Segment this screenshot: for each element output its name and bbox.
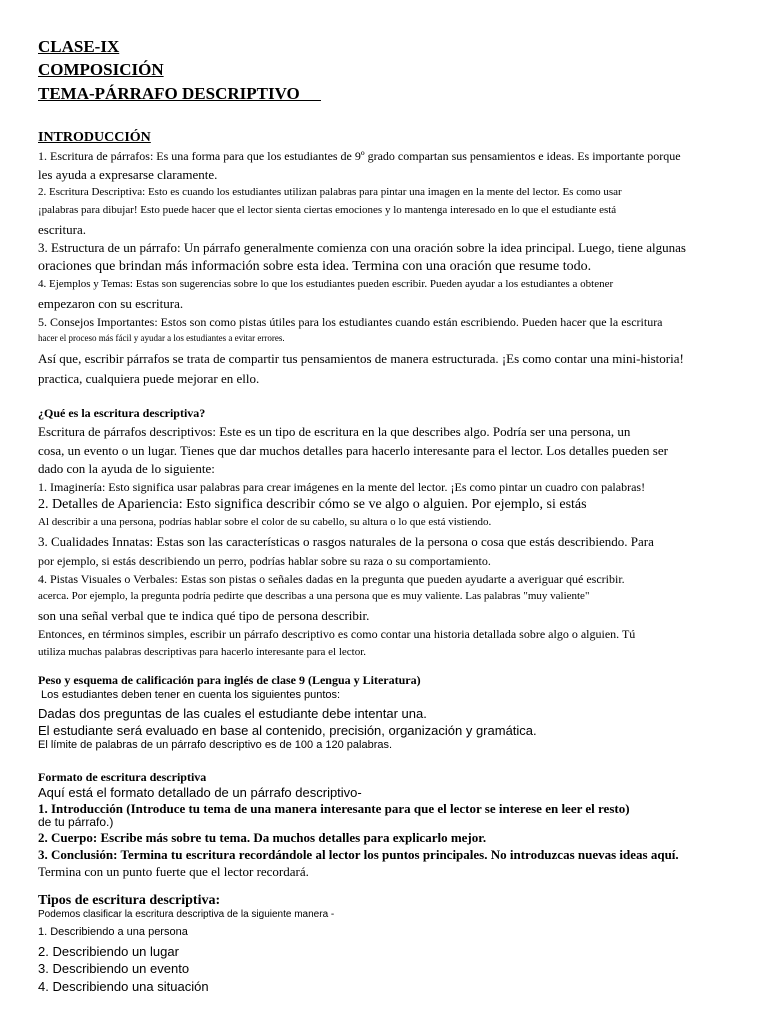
format-line: de tu párrafo.) xyxy=(38,815,114,829)
intro-line: escritura. xyxy=(38,222,87,237)
intro-line: hacer el proceso más fácil y ayudar a los estudiantes a evitar errores. xyxy=(38,333,285,343)
format-line: 2. Cuerpo: Escribe más sobre tu tema. Da muchos detalles para explicarlo mejor. xyxy=(38,830,487,845)
format-line: Aquí está el formato detallado de un párrafo descriptivo- xyxy=(38,785,362,800)
what-line: Escritura de párrafos descriptivos: Este es un tipo de escritura en la que describes algo. Podría ser una persona, un xyxy=(38,424,631,439)
intro-line: 3. Estructura de un párrafo: Un párrafo generalmente comienza con una oración sobre la idea principal. Luego, tiene algunas xyxy=(38,240,686,255)
class-title: CLASE-IX xyxy=(38,37,120,56)
types-line: 2. Describiendo un lugar xyxy=(38,944,179,959)
what-line: Al describir a una persona, podrías hablar sobre el color de su cabello, su altura o lo que está vistiendo. xyxy=(38,516,492,528)
format-heading: Formato de escritura descriptiva xyxy=(38,770,207,784)
weight-line: Dadas dos preguntas de las cuales el estudiante debe intentar una. xyxy=(38,706,427,721)
format-line: Termina con un punto fuerte que el lector recordará. xyxy=(38,864,309,879)
intro-line: 2. Escritura Descriptiva: Esto es cuando los estudiantes utilizan palabras para pintar una imagen en la mente del lector. Es como usar xyxy=(38,186,622,198)
intro-line: oraciones que brindan más información sobre esta idea. Termina con una oración que resume todo. xyxy=(38,259,592,274)
what-line: dado con la ayuda de lo siguiente: xyxy=(38,461,215,476)
what-line: son una señal verbal que te indica qué tipo de persona describir. xyxy=(38,608,370,623)
intro-heading: INTRODUCCIÓN xyxy=(38,130,151,145)
intro-line: ¡palabras para dibujar! Esto puede hacer que el lector sienta ciertas emociones y lo mantenga interesado en lo que el estudiante está xyxy=(38,204,617,216)
intro-line: empezaron con su escritura. xyxy=(38,296,184,311)
what-line: 2. Detalles de Apariencia: Esto significa describir cómo se ve algo o alguien. Por ejemplo, si estás xyxy=(38,497,587,512)
types-line: 1. Describiendo a una persona xyxy=(38,926,188,938)
what-line: 3. Cualidades Innatas: Estas son las características o rasgos naturales de la persona o cosa que estás describiendo. Para xyxy=(38,534,654,549)
types-line: Podemos clasificar la escritura descriptiva de la siguiente manera - xyxy=(38,909,335,920)
intro-line: les ayuda a expresarse claramente. xyxy=(38,167,218,182)
topic-title: TEMA-PÁRRAFO DESCRIPTIVO xyxy=(38,84,321,103)
format-line: 3. Conclusión: Termina tu escritura recordándole al lector los puntos principales. No introduzcas nuevas ideas aquí. xyxy=(38,847,679,862)
intro-line: 5. Consejos Importantes: Estos son como pistas útiles para los estudiantes cuando están escribiendo. Pueden hacer que la escritura xyxy=(38,315,663,329)
what-line: cosa, un evento o un lugar. Tienes que dar muchos detalles para hacerlo interesante para el lector. Los detalles pueden ser xyxy=(38,443,668,458)
types-heading: Tipos de escritura descriptiva: xyxy=(38,893,221,908)
what-line: utiliza muchas palabras descriptivas para hacerlo interesante para el lector. xyxy=(38,646,367,658)
format-line: 1. Introducción (Introduce tu tema de una manera interesante para que el lector se interese en leer el resto) xyxy=(38,801,630,816)
intro-line: 4. Ejemplos y Temas: Estas son sugerencias sobre lo que los estudiantes pueden escribir. Pueden ayudar a los estudiantes a obtener xyxy=(38,278,614,290)
what-line: por ejemplo, si estás describiendo un perro, podrías hablar sobre su raza o su comportamiento. xyxy=(38,554,491,568)
weight-line: Los estudiantes deben tener en cuenta los siguientes puntos: xyxy=(38,689,341,701)
intro-line: practica, cualquiera puede mejorar en ello. xyxy=(38,371,260,386)
weight-line: El límite de palabras de un párrafo descriptivo es de 100 a 120 palabras. xyxy=(38,739,393,751)
subject-title: COMPOSICIÓN xyxy=(38,60,164,79)
types-line: 3. Describiendo un evento xyxy=(38,961,190,976)
what-line: 1. Imaginería: Esto significa usar palabras para crear imágenes en la mente del lector. ¡Es como pintar un cuadro con palabras! xyxy=(38,480,646,494)
intro-line: 1. Escritura de párrafos: Es una forma para que los estudiantes de 9º grado compartan sus pensamientos e ideas. Es importante porque xyxy=(38,149,681,163)
what-heading: ¿Qué es la escritura descriptiva? xyxy=(38,406,206,420)
intro-line: Así que, escribir párrafos se trata de compartir tus pensamientos de manera estructurada. ¡Es como contar una mini-historia! xyxy=(38,351,684,366)
weight-line: El estudiante será evaluado en base al contenido, precisión, organización y gramática. xyxy=(38,723,537,738)
weight-heading: Peso y esquema de calificación para inglés de clase 9 (Lengua y Literatura) xyxy=(38,673,421,687)
what-line: acerca. Por ejemplo, la pregunta podría pedirte que describas a una persona que es muy valiente. Las palabras "muy valiente" xyxy=(38,590,590,602)
what-line: Entonces, en términos simples, escribir un párrafo descriptivo es como contar una historia detallada sobre algo o alguien. Tú xyxy=(38,627,636,641)
types-line: 4. Describiendo una situación xyxy=(38,979,209,994)
what-line: 4. Pistas Visuales o Verbales: Estas son pistas o señales dadas en la pregunta que pueden ayudarte a averiguar qué escribir. xyxy=(38,572,625,586)
